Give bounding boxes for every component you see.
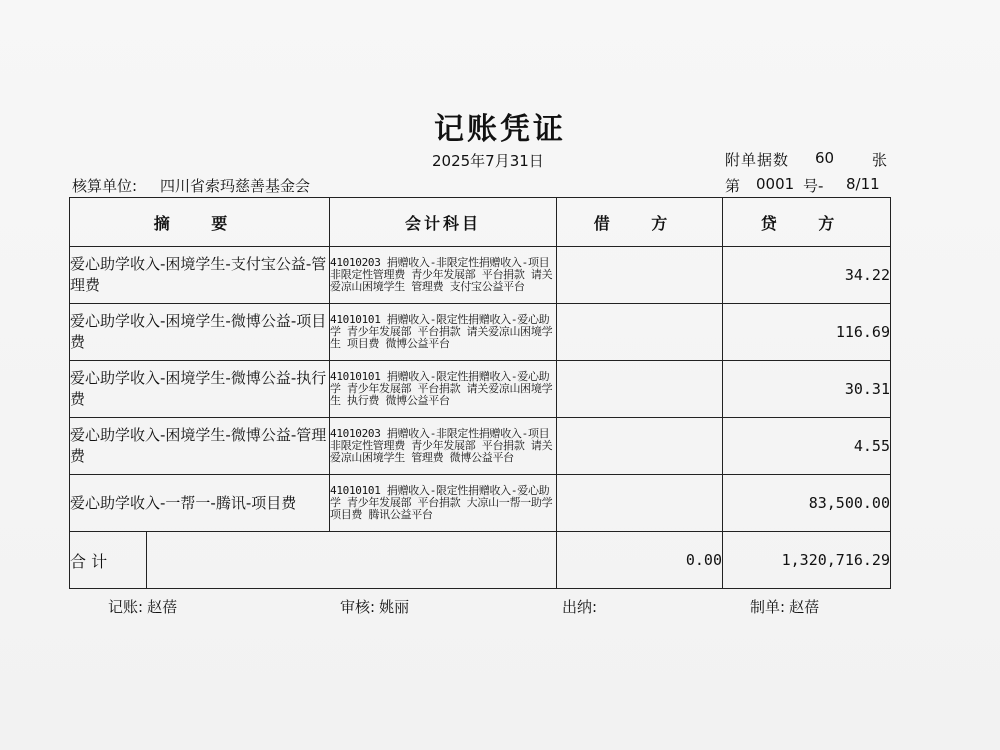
- row-debit: [557, 304, 723, 361]
- header-account: 会计科目: [330, 198, 557, 247]
- accounting-unit-label: 核算单位:: [72, 177, 138, 195]
- row-summary: 爱心助学收入-困境学生-支付宝公益-管理费: [70, 247, 330, 304]
- voucher-date: 2025年7月31日: [432, 152, 544, 170]
- bookkeeper-label: 记账:: [108, 598, 144, 616]
- row-account: 41010101 捐赠收入-限定性捐赠收入-爱心助学 青少年发展部 平台捐款 请关爱凉山困境学生 项目费 微博公益平台: [330, 304, 557, 361]
- row-account: 41010101 捐赠收入-限定性捐赠收入-爱心助学 青少年发展部 平台捐款 请关爱凉山困境学生 执行费 微博公益平台: [330, 361, 557, 418]
- attachment-count: 60: [815, 149, 835, 167]
- preparer-name: 赵蓓: [789, 598, 820, 616]
- row-summary: 爱心助学收入-一帮一-腾讯-项目费: [70, 475, 330, 532]
- voucher-no-value: 0001: [756, 175, 795, 193]
- row-credit: 4.55: [723, 418, 891, 475]
- row-credit: 83,500.00: [723, 475, 891, 532]
- cashier-label: 出纳:: [562, 598, 598, 616]
- signature-bookkeeper: [108, 596, 177, 617]
- reviewer-name: 姚丽: [379, 598, 410, 616]
- header-credit: 贷 方: [723, 198, 891, 247]
- total-debit: 0.00: [557, 532, 723, 589]
- table-row: [70, 304, 891, 361]
- row-summary: 爱心助学收入-困境学生-微博公益-管理费: [70, 418, 330, 475]
- total-label-cell: [70, 532, 557, 589]
- accounting-unit-value: 四川省索玛慈善基金会: [160, 177, 311, 195]
- row-debit: [557, 247, 723, 304]
- table-row: [70, 247, 891, 304]
- voucher-no-suffix: 号-: [803, 177, 824, 195]
- table-row: [70, 361, 891, 418]
- header-summary: 摘 要: [70, 198, 330, 247]
- total-row: [70, 532, 891, 589]
- row-account: 41010203 捐赠收入-非限定性捐赠收入-项目非限定性管理费 青少年发展部 平台捐款 请关爱凉山困境学生 管理费 支付宝公益平台: [330, 247, 557, 304]
- attachment-label: 附单据数: [725, 151, 790, 169]
- row-debit: [557, 418, 723, 475]
- preparer-label: 制单:: [750, 598, 786, 616]
- row-account: 41010101 捐赠收入-限定性捐赠收入-爱心助学 青少年发展部 平台捐款 大凉山一帮一助学 项目费 腾讯公益平台: [330, 475, 557, 532]
- voucher-no-prefix: 第: [725, 177, 741, 195]
- signature-cashier: [562, 596, 601, 617]
- row-account: 41010203 捐赠收入-非限定性捐赠收入-项目非限定性管理费 青少年发展部 平台捐款 请关爱凉山困境学生 管理费 微博公益平台: [330, 418, 557, 475]
- signature-reviewer: [340, 596, 409, 617]
- row-debit: [557, 361, 723, 418]
- bookkeeper-name: 赵蓓: [147, 598, 178, 616]
- voucher-title: 记账凭证: [434, 112, 566, 147]
- signature-preparer: [750, 596, 819, 617]
- row-summary: 爱心助学收入-困境学生-微博公益-执行费: [70, 361, 330, 418]
- header-debit: 借 方: [557, 198, 723, 247]
- table-row: [70, 475, 891, 532]
- voucher-page-indicator: 8/11: [846, 175, 880, 193]
- total-label: 合 计: [70, 532, 147, 588]
- row-credit: 30.31: [723, 361, 891, 418]
- row-credit: 34.22: [723, 247, 891, 304]
- row-credit: 116.69: [723, 304, 891, 361]
- row-debit: [557, 475, 723, 532]
- voucher-table: [69, 197, 891, 589]
- total-credit: 1,320,716.29: [723, 532, 891, 589]
- row-summary: 爱心助学收入-困境学生-微博公益-项目费: [70, 304, 330, 361]
- table-header-row: [70, 198, 891, 247]
- attachment-unit: 张: [872, 151, 888, 169]
- reviewer-label: 审核:: [340, 598, 376, 616]
- table-row: [70, 418, 891, 475]
